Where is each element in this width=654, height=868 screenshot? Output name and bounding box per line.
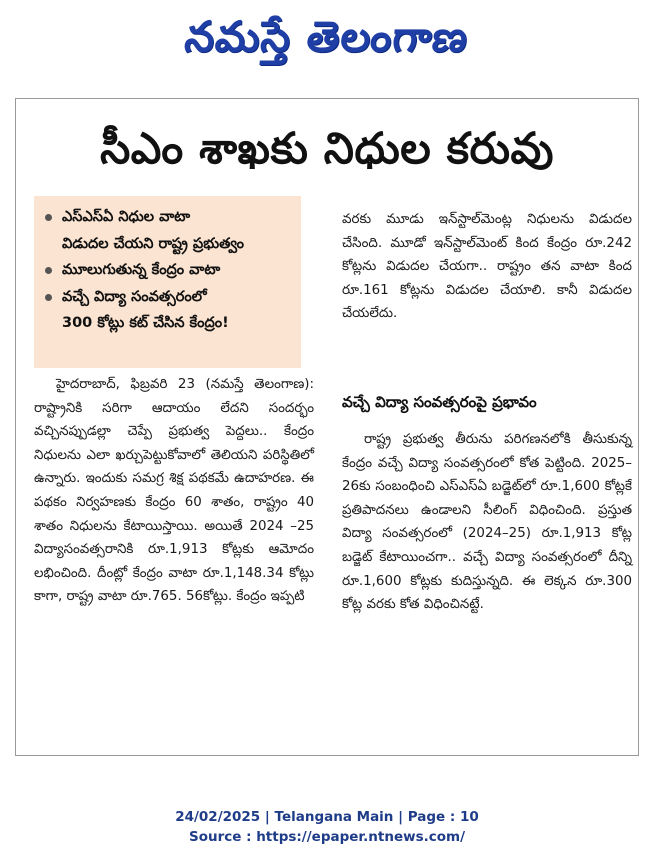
newspaper-masthead — [0, 6, 654, 68]
article-paragraph: హైదరాబాద్, ఫిబ్రవరి 23 (నమస్తే తెలంగాణ): రాష్ట్రానికి సరిగా ఆదాయం లేదని సందర్భం వచ్చినప్పుడల్లా చెప్పే ప్రభుత్వ పెద్దలు.. కేంద్రం నిధులను ఎలా ఖర్చుపెట్టుకోవాలో తెలియని పరిస్థితిలో ఉన్నారు. ఇందుకు సమగ్ర శిక్ష పథకమే ఉదాహరణ. ఈ పథకం నిర్వహణకు కేంద్రం 60 శాతం, రాష్ట్రం 40 శాతం నిధులను కేటాయిస్తాయి. అయితే 2024 –25 విద్యాసంవత్సరానికి రూ.1,913 కోట్లకు ఆమోదం లభించింది. దీంట్లో కేంద్రం వాటా రూ.1,148.34 కోట్లు కాగా, రాష్ట్ర వాటా రూ.765. 56కోట్లు. కేంద్రం ఇప్పటి — [34, 377, 314, 605]
highlights-list — [40, 204, 295, 337]
highlight-item: విడుదల చేయని రాష్ట్ర ప్రభుత్వం — [62, 235, 244, 252]
highlight-item: 300 కోట్లు కట్ చేసిన కేంద్రం! — [62, 315, 229, 331]
article-column-right-bottom — [342, 428, 632, 617]
source-info: Source : https://epaper.ntnews.com/ — [188, 829, 466, 845]
article-subheading: వచ్చే విద్యా సంవత్సరంపై ప్రభావం — [342, 393, 537, 411]
article-paragraph-continued: వరకు మూడు ఇన్‌స్టాల్‌మెంట్ల నిధులను విడుదల చేసింది. మూడో ఇన్‌స్టాల్‌మెంట్ కింద కేంద్రం రూ.242 కోట్లను విడుదల చేయగా.. రాష్ట్రం తన వాటా కింద రూ.161 కోట్లను విడుదల చేయాలి. కానీ విడుదల చేయలేదు. — [342, 212, 632, 322]
article-column-left — [34, 373, 314, 609]
highlight-item: వచ్చే విద్యా సంవత్సరంలో — [40, 284, 295, 311]
masthead-logo-text: నమస్తే తెలంగాణ — [182, 12, 472, 61]
article-column-right-top — [342, 208, 632, 326]
highlight-item: మూలుగుతున్న కేంద్రం వాటా — [40, 257, 295, 284]
highlight-item: ఎస్ఎస్ఏ నిధుల వాటా — [40, 204, 295, 231]
edition-info: 24/02/2025 | Telangana Main | Page : 10 — [175, 809, 479, 825]
highlights-box — [34, 196, 301, 368]
article-headline: సీఎం శాఖకు నిధుల కరువు — [100, 124, 554, 174]
article-paragraph: రాష్ట్ర ప్రభుత్వ తీరును పరిగణనలోకి తీసుకున్న కేంద్రం వచ్చే విద్యా సంవత్సరంలో కోత పెట్టింది. 2025–26కు సంబంధించి ఎస్ఎస్ఏ బడ్జెట్‌లో రూ.1,600 కోట్లకే ప్రతిపాదనలు ఉండాలని సీలింగ్ విధించింది. ప్రస్తుత విద్యా సంవత్సరంలో (2024–25) రూ.1,913 కోట్ల బడ్జెట్ కేటాయించగా.. వచ్చే విద్యా సంవత్సరంలో దీన్ని రూ.1,600 కోట్లకు కుదిస్తున్నది. ఈ లెక్కన రూ.300 కోట్ల వరకు కోత విధించినట్టే. — [342, 432, 632, 613]
